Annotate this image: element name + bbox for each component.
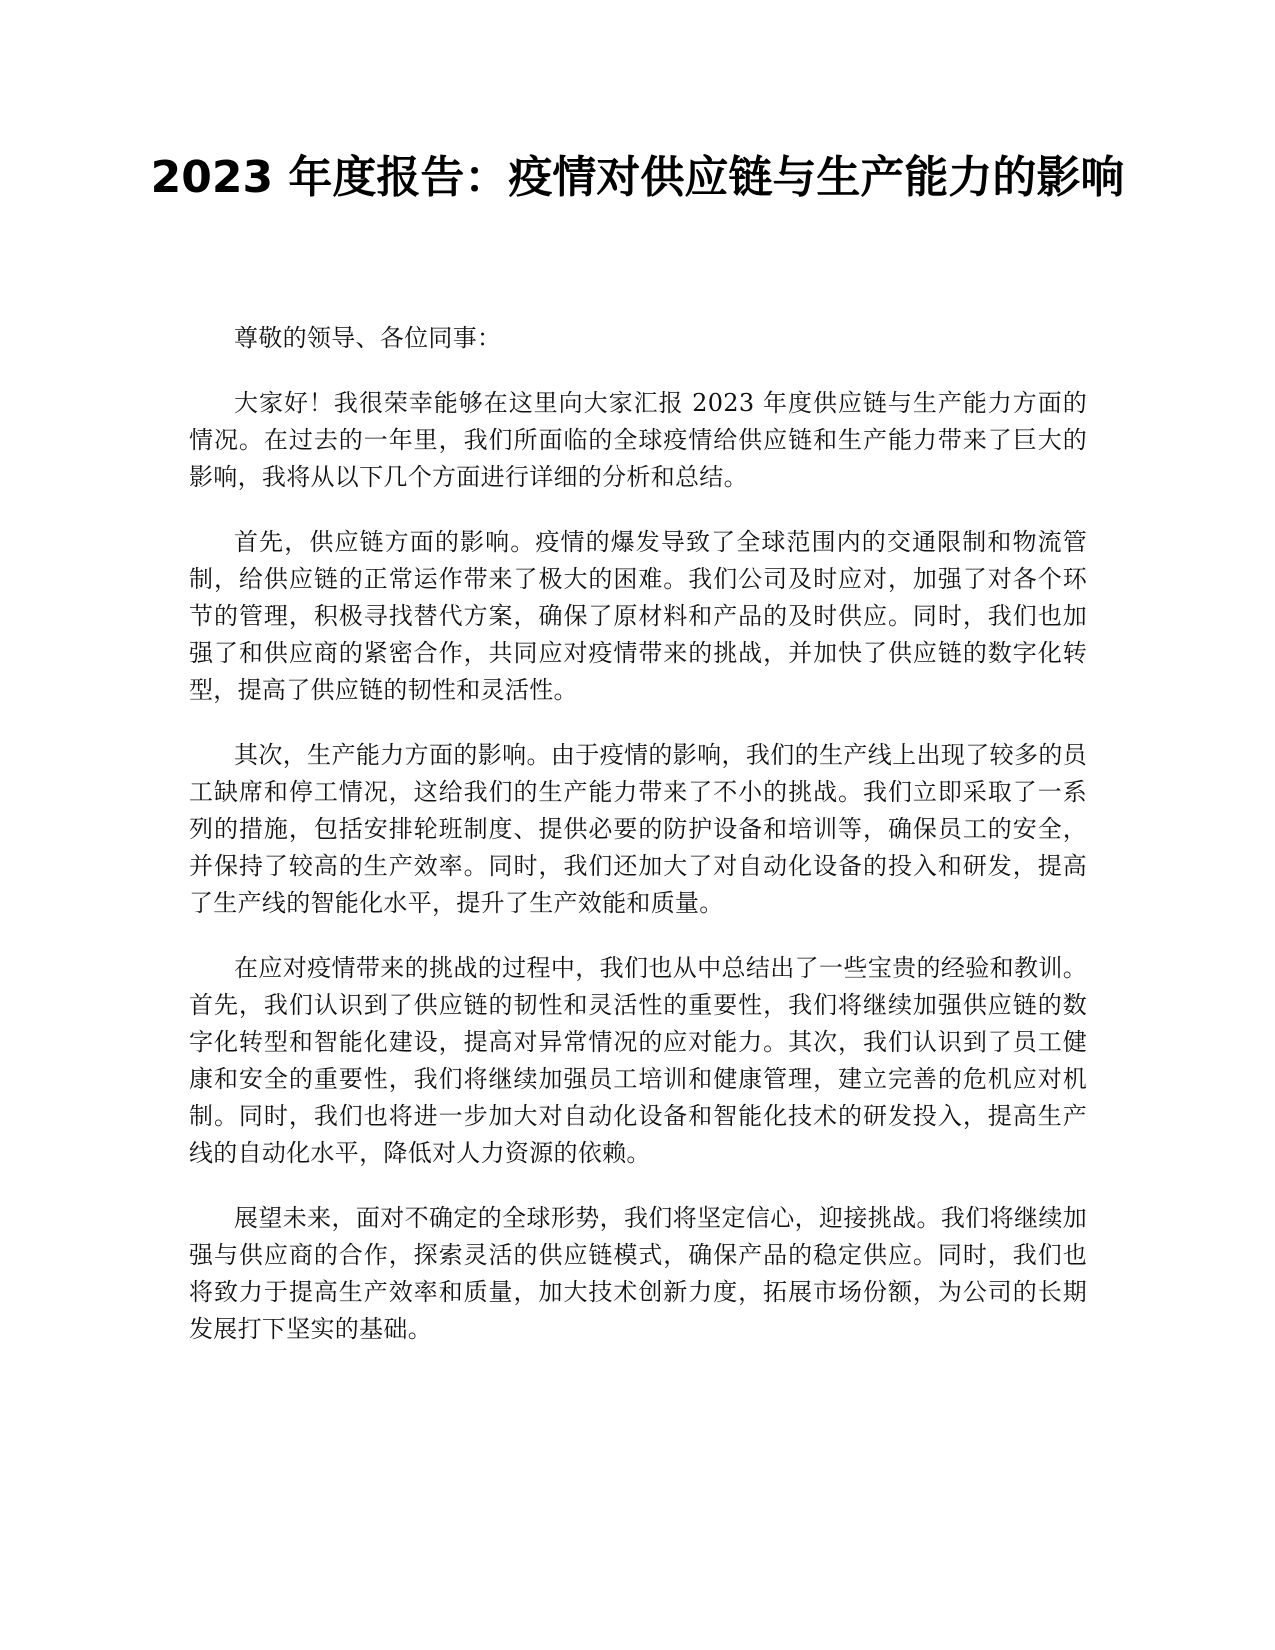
paragraph-lessons-learned: 在应对疫情带来的挑战的过程中，我们也从中总结出了一些宝贵的经验和教训。首先，我们认识到了供应链的韧性和灵活性的重要性，我们将继续加强供应链的数字化转型和智能化建设，提高对异常情况的应对能力。其次，我们认识到了员工健康和安全的重要性，我们将继续加强员工培训和健康管理，建立完善的危机应对机制。同时，我们也将进一步加大对自动化设备和智能化技术的研发投入，提高生产线的自动化水平，降低对人力资源的依赖。 (189, 954, 1087, 1167)
page-title: 2023 年度报告：疫情对供应链与生产能力的影响 (150, 152, 1125, 203)
document-body (189, 320, 1087, 1376)
paragraph-production-capacity: 其次，生产能力方面的影响。由于疫情的影响，我们的生产线上出现了较多的员工缺席和停工情况，这给我们的生产能力带来了不小的挑战。我们立即采取了一系列的措施，包括安排轮班制度、提供必要的防护设备和培训等，确保员工的安全，并保持了较高的生产效率。同时，我们还加大了对自动化设备的投入和研发，提高了生产线的智能化水平，提升了生产效能和质量。 (189, 741, 1087, 917)
paragraph-outlook: 展望未来，面对不确定的全球形势，我们将坚定信心，迎接挑战。我们将继续加强与供应商的合作，探索灵活的供应链模式，确保产品的稳定供应。同时，我们也将致力于提高生产效率和质量，加大技术创新力度，拓展市场份额，为公司的长期发展打下坚实的基础。 (189, 1204, 1087, 1343)
paragraph-supply-chain: 首先，供应链方面的影响。疫情的爆发导致了全球范围内的交通限制和物流管制，给供应链的正常运作带来了极大的困难。我们公司及时应对，加强了对各个环节的管理，积极寻找替代方案，确保了原材料和产品的及时供应。同时，我们也加强了和供应商的紧密合作，共同应对疫情带来的挑战，并加快了供应链的数字化转型，提高了供应链的韧性和灵活性。 (189, 528, 1087, 704)
paragraph-intro: 大家好！我很荣幸能够在这里向大家汇报 2023 年度供应链与生产能力方面的情况。在过去的一年里，我们所面临的全球疫情给供应链和生产能力带来了巨大的影响，我将从以下几个方面进行详细的分析和总结。 (189, 389, 1087, 491)
salutation: 尊敬的领导、各位同事： (234, 324, 502, 352)
